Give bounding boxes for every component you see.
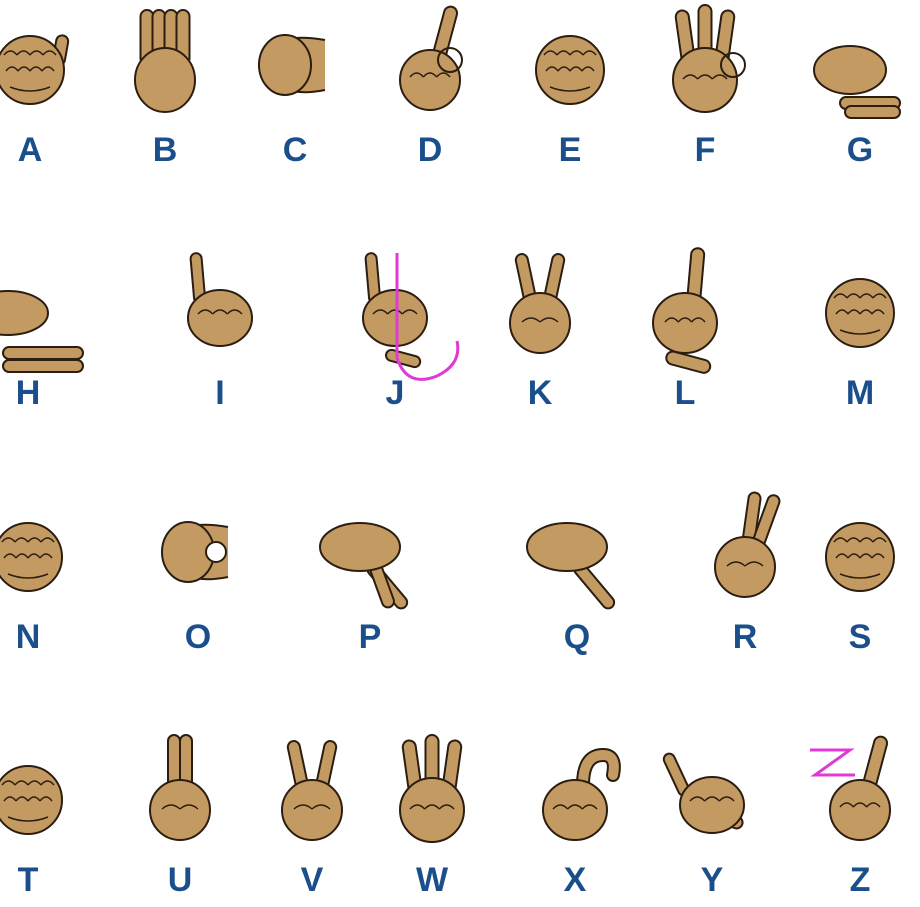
letter-label-y: Y xyxy=(700,861,724,899)
letter-label-x: X xyxy=(563,861,587,899)
letter-label-n: N xyxy=(15,618,41,656)
letter-label-i: I xyxy=(215,374,225,412)
letter-label-d: D xyxy=(417,131,443,169)
hand-sign-x xyxy=(543,755,614,840)
hand-sign-p xyxy=(320,523,410,611)
hand-sign-s xyxy=(826,523,894,591)
hand-sign-u xyxy=(150,735,210,840)
letter-label-v: V xyxy=(300,861,324,899)
letter-label-h: H xyxy=(15,374,41,412)
letter-label-f: F xyxy=(694,131,716,169)
letter-label-u: U xyxy=(167,861,193,899)
hand-sign-a xyxy=(0,34,69,104)
hand-sign-j xyxy=(363,253,427,369)
hand-sign-y xyxy=(662,752,745,833)
letter-label-r: R xyxy=(732,618,758,656)
hand-sign-k xyxy=(510,253,570,353)
hand-sign-v xyxy=(282,740,342,840)
hand-sign-g xyxy=(814,46,900,118)
letter-label-t: T xyxy=(17,861,39,899)
letter-label-a: A xyxy=(17,131,43,169)
hand-sign-w xyxy=(400,735,464,842)
hand-sign-n xyxy=(0,523,62,591)
hand-sign-q xyxy=(527,523,617,611)
hand-sign-c xyxy=(259,35,325,95)
letter-label-m: M xyxy=(845,374,875,412)
hand-sign-d xyxy=(400,5,462,110)
hand-sign-h xyxy=(0,291,83,372)
letter-label-s: S xyxy=(848,618,872,656)
letter-label-k: K xyxy=(527,374,553,412)
letter-label-e: E xyxy=(558,131,582,169)
hand-sign-e xyxy=(536,36,604,104)
letter-label-p: P xyxy=(358,618,382,656)
hand-sign-f xyxy=(673,5,745,112)
motion-arrow-z xyxy=(810,750,855,775)
hand-sign-m xyxy=(826,279,894,347)
hand-sign-t xyxy=(0,766,62,834)
hand-sign-r xyxy=(715,492,781,597)
letter-label-g: G xyxy=(846,131,874,169)
hand-sign-b xyxy=(135,10,195,112)
hand-sign-i xyxy=(188,253,252,346)
letter-label-b: B xyxy=(152,131,178,169)
hand-sign-o xyxy=(162,522,228,582)
letter-label-o: O xyxy=(184,618,212,656)
letter-label-j: J xyxy=(385,374,405,412)
hand-sign-l xyxy=(653,248,717,375)
letter-label-c: C xyxy=(282,131,308,169)
letter-label-q: Q xyxy=(563,618,591,656)
letter-label-w: W xyxy=(415,861,449,899)
letter-label-z: Z xyxy=(849,861,871,899)
letter-label-l: L xyxy=(674,374,696,412)
